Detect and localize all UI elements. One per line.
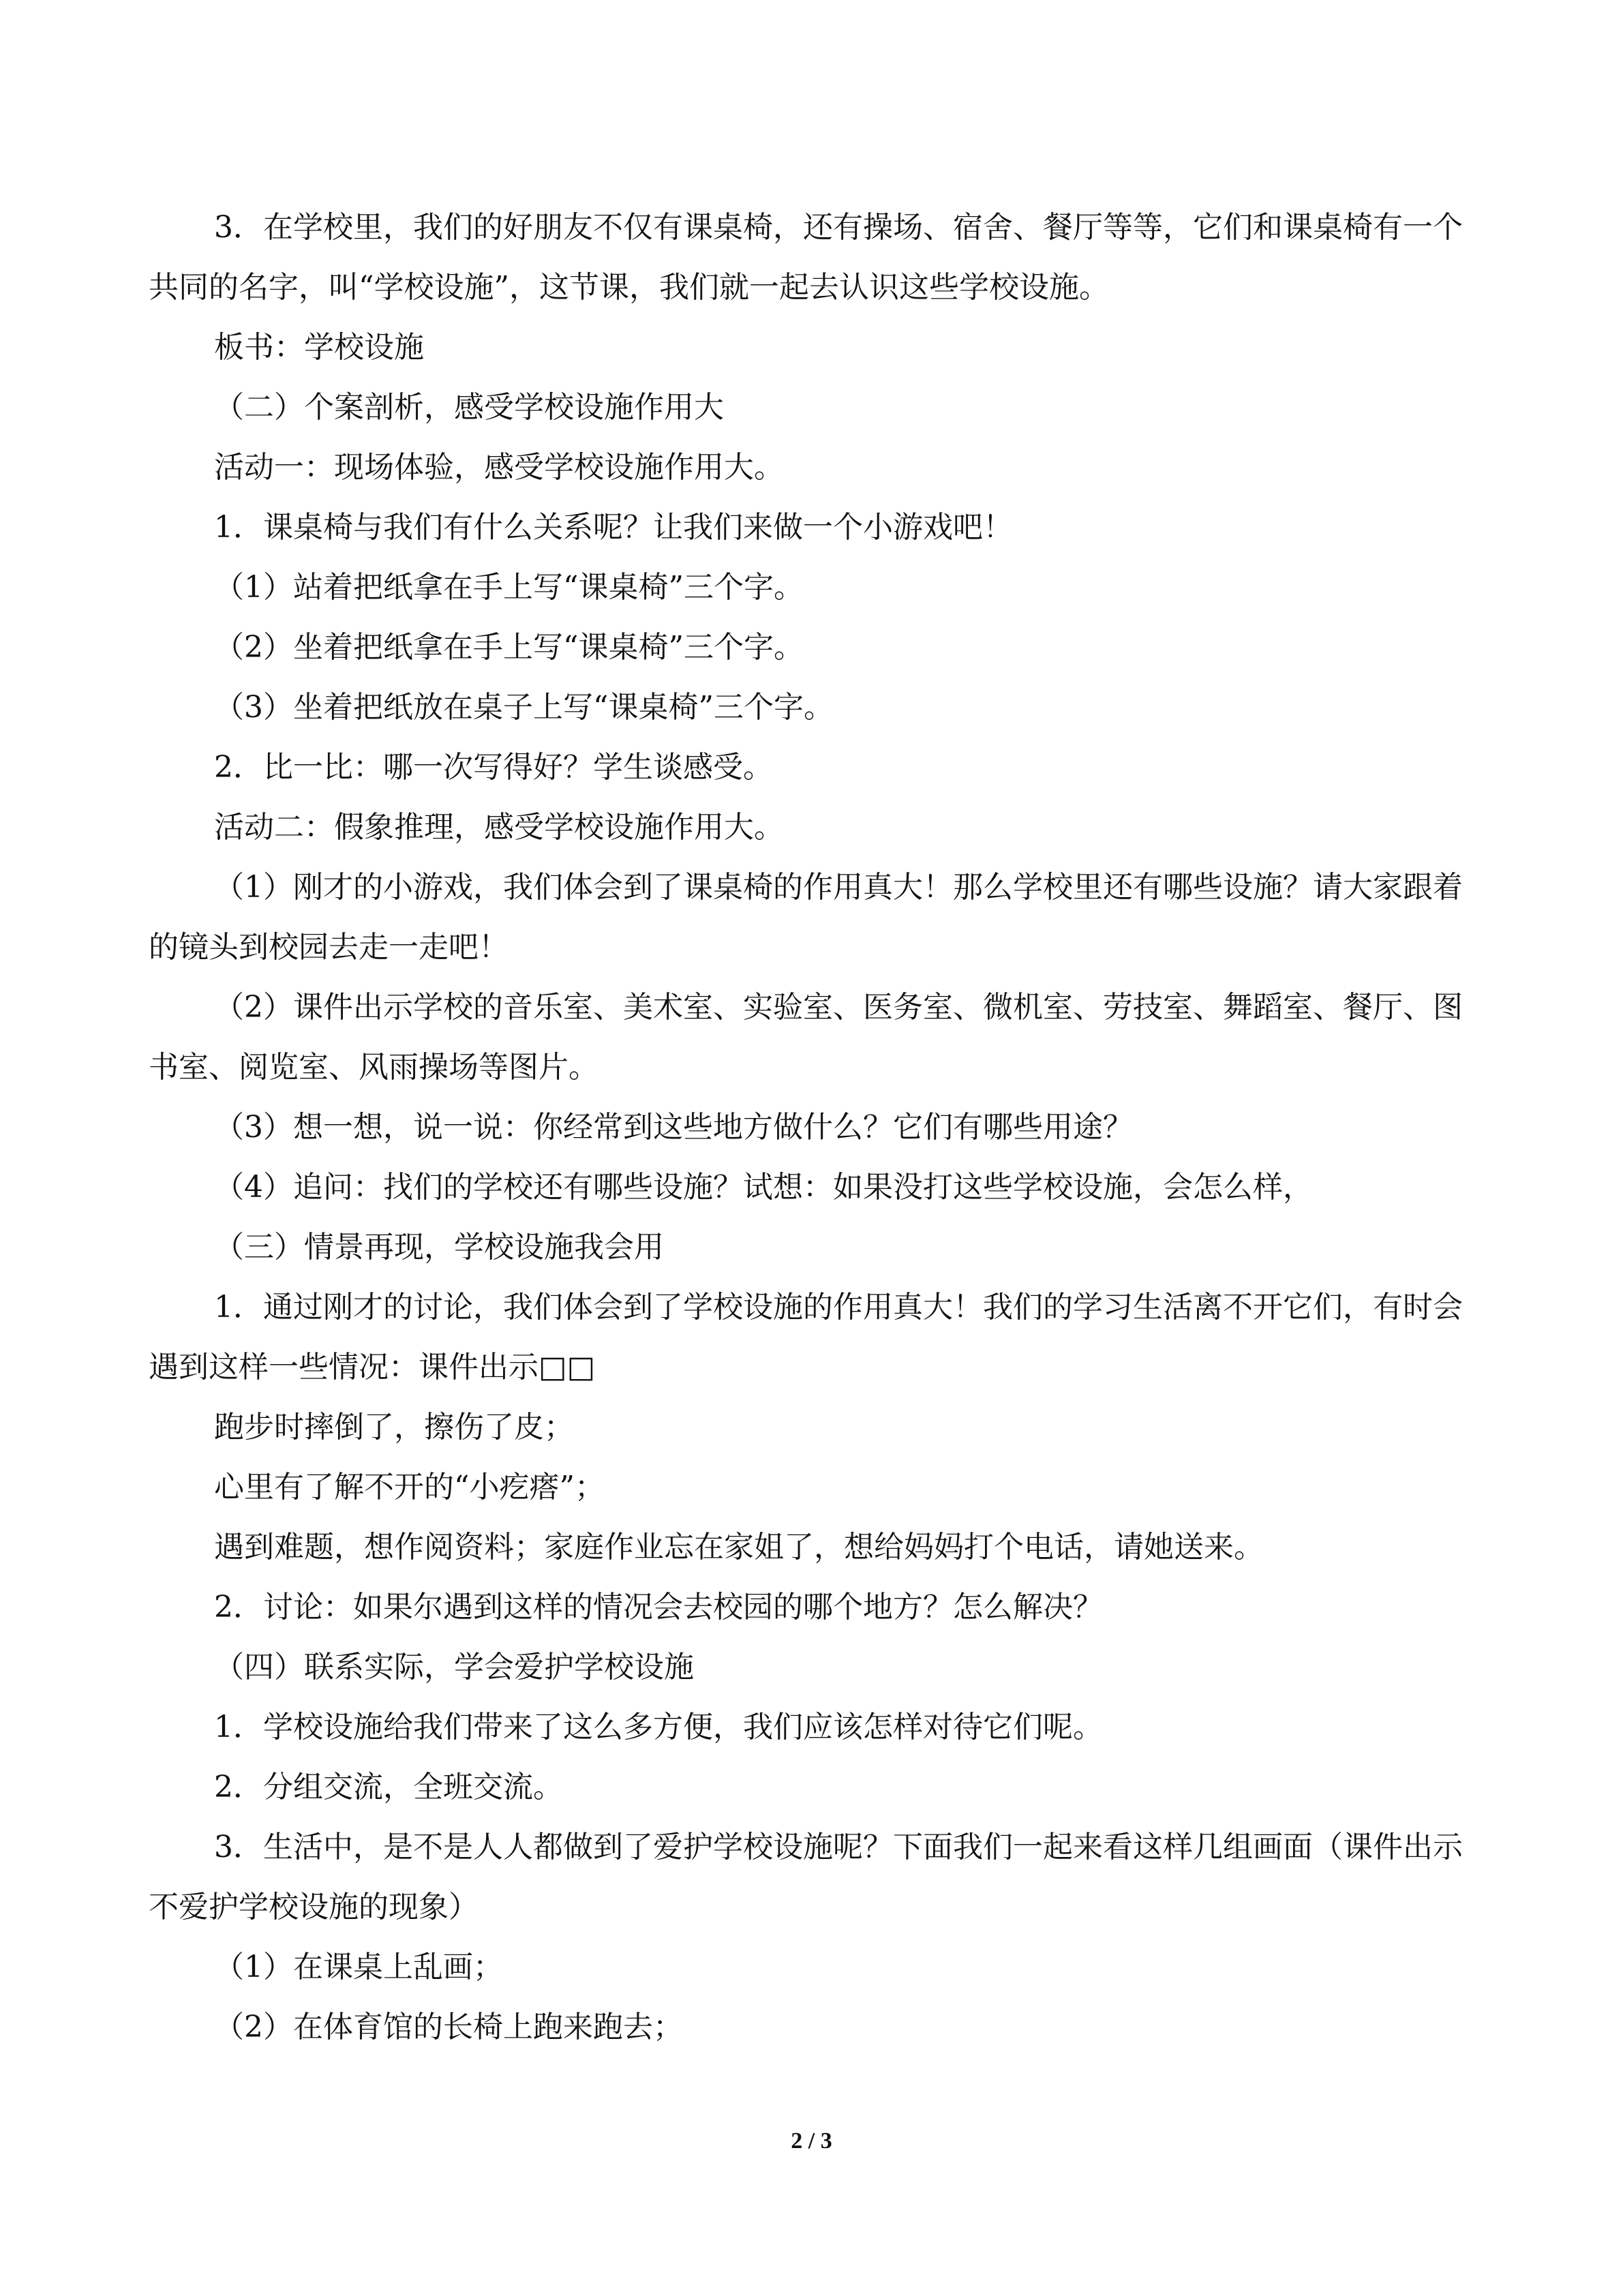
paragraph: 2．讨论：如果尔遇到这样的情况会去校园的哪个地方？怎么解决？	[214, 1590, 1103, 1625]
list-item: （1）在课桌上乱画；	[214, 1950, 503, 1984]
list-item: （2）课件出示学校的音乐室、美术室、实验室、医务室、微机室、劳技室、舞蹈室、餐厅、图书室、阅览室、风雨操场等图片。	[149, 990, 1463, 1085]
paragraph: 心里有了解不开的“小疙瘩”；	[214, 1470, 605, 1505]
page-number: 2 / 3	[791, 2128, 832, 2154]
document-body	[149, 198, 1476, 2057]
section-heading-3: （三）情景再现，学校设施我会用	[214, 1230, 664, 1265]
list-item: （3）坐着把纸放在桌子上写“课桌椅”三个字。	[214, 690, 834, 725]
section-heading-2: （二）个案剖析，感受学校设施作用大	[214, 390, 724, 425]
paragraph: 1．学校设施给我们带来了这么多方便，我们应该怎样对待它们呢。	[214, 1710, 1103, 1744]
list-item: （2）在体育馆的长椅上跑来跑去；	[214, 2010, 683, 2044]
activity-two-heading: 活动二：假象推理，感受学校设施作用大。	[214, 810, 784, 845]
section-heading-4: （四）联系实际，学会爱护学校设施	[214, 1650, 694, 1685]
list-item: （1）刚才的小游戏，我们体会到了课桌椅的作用真大！那么学校里还有哪些设施？请大家跟着的镜头到校园去走一走吧！	[149, 870, 1463, 965]
activity-one-heading: 活动一：现场体验，感受学校设施作用大。	[214, 450, 784, 485]
paragraph-board-note: 板书：学校设施	[214, 330, 424, 365]
paragraph: 1．课桌椅与我们有什么关系呢？让我们来做一个小游戏吧！	[214, 510, 1013, 545]
paragraph-intro: 3．在学校里，我们的好朋友不仅有课桌椅，还有操场、宿舍、餐厅等等，它们和课桌椅有一个共同的名字，叫“学校设施”，这节课，我们就一起去认识这些学校设施。	[149, 210, 1463, 305]
paragraph: 遇到难题，想作阅资料；家庭作业忘在家姐了，想给妈妈打个电话，请她送来。	[214, 1530, 1264, 1565]
list-item: （1）站着把纸拿在手上写“课桌椅”三个字。	[214, 570, 804, 605]
list-item: （2）坐着把纸拿在手上写“课桌椅”三个字。	[214, 630, 804, 665]
paragraph: 2．分组交流，全班交流。	[214, 1770, 563, 1804]
list-item: （4）追问：找们的学校还有哪些设施？试想：如果没打这些学校设施，会怎么样，	[214, 1170, 1313, 1205]
paragraph: 2．比一比：哪一次写得好？学生谈感受。	[214, 750, 773, 785]
paragraph: 跑步时摔倒了，擦伤了皮；	[214, 1410, 574, 1445]
paragraph: 1．通过刚才的讨论，我们体会到了学校设施的作用真大！我们的学习生活离不开它们，有时会遇到这样一些情况：课件出示□□	[149, 1290, 1463, 1385]
list-item: （3）想一想，说一说：你经常到这些地方做什么？它们有哪些用途？	[214, 1110, 1133, 1145]
paragraph: 3．生活中，是不是人人都做到了爱护学校设施呢？下面我们一起来看这样几组画面（课件出示不爱护学校设施的现象）	[149, 1830, 1463, 1924]
